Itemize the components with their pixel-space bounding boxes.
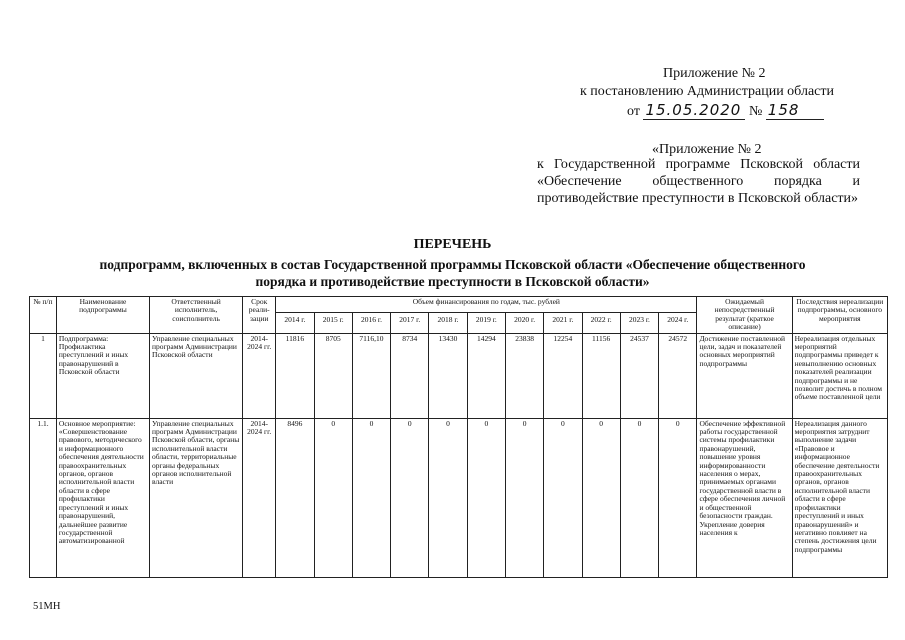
appendix-2-title: «Приложение № 2 xyxy=(652,142,762,157)
header-num: № п/п xyxy=(30,297,57,334)
appendix-header-line2: к постановлению Администрации области xyxy=(580,84,834,99)
header-funding: Объем финансирования по годам, тыс. рублей xyxy=(276,297,697,313)
funding-value: 11816 xyxy=(276,333,314,418)
funding-value: 13430 xyxy=(429,333,467,418)
row-result: Обеспечение эффективной работы государственной системы профилактики правонарушений, повышение уровня информированности населения о мерах, принимаемых органами государственной власти в сфере обеспечения личной и общественной безопасности граждан. Укрепление доверия населения к xyxy=(697,418,792,577)
row-executor: Управление специальных программ Администрации Псковской области xyxy=(150,333,243,418)
funding-value: 0 xyxy=(582,418,620,577)
year-header: 2015 г. xyxy=(314,312,352,333)
year-header: 2022 г. xyxy=(582,312,620,333)
funding-value: 8496 xyxy=(276,418,314,577)
handwritten-number: 158 xyxy=(766,101,824,120)
handwritten-date: 15.05.2020 xyxy=(643,101,745,120)
date-prefix: от xyxy=(627,104,640,119)
funding-value: 0 xyxy=(659,418,697,577)
funding-value: 0 xyxy=(620,418,658,577)
header-result: Ожидаемый непосредственный результат (краткое описание) xyxy=(697,297,792,334)
row-executor: Управление специальных программ Администрации Псковской области, органы исполнительной власти области, территориальные органы федеральных органов исполнительной власти xyxy=(150,418,243,577)
funding-value: 0 xyxy=(314,418,352,577)
number-sign: № xyxy=(748,104,763,119)
subprograms-table xyxy=(29,296,888,578)
table-row xyxy=(30,418,888,577)
year-header: 2021 г. xyxy=(544,312,582,333)
row-result: Достижение поставленной цели, задач и показателей основных мероприятий подпрограммы xyxy=(697,333,792,418)
funding-value: 7116,10 xyxy=(352,333,390,418)
year-header: 2014 г. xyxy=(276,312,314,333)
document-subtitle-line2: порядка и противодействие преступности в Псковской области» xyxy=(255,274,650,289)
year-header: 2023 г. xyxy=(620,312,658,333)
appendix-header-line3 xyxy=(627,101,824,120)
table-row xyxy=(30,333,888,418)
row-consequences: Нереализация отдельных мероприятий подпрограммы приведет к невыполнению основных показателей реализации подпрограммы и не позволит достичь в полном объеме поставленной цели xyxy=(792,333,887,418)
funding-value: 12254 xyxy=(544,333,582,418)
funding-value: 0 xyxy=(467,418,505,577)
row-num: 1.1. xyxy=(30,418,57,577)
funding-value: 23838 xyxy=(505,333,543,418)
funding-value: 0 xyxy=(505,418,543,577)
funding-value: 24537 xyxy=(620,333,658,418)
year-header: 2017 г. xyxy=(391,312,429,333)
header-executor: Ответственный исполнитель, соисполнитель xyxy=(150,297,243,334)
row-num: 1 xyxy=(30,333,57,418)
year-header: 2016 г. xyxy=(352,312,390,333)
funding-value: 0 xyxy=(352,418,390,577)
row-name: Основное мероприятие: «Совершенствование правового, методического и информационного обеспечения деятельности правоохранительных органов, органов исполнительной власти области в сфере профилактики преступлений и иных правонарушений, дальнейшее развитие государственной автоматизированной xyxy=(56,418,149,577)
funding-value: 0 xyxy=(429,418,467,577)
header-period: Срок реали-зации xyxy=(243,297,276,334)
year-header: 2019 г. xyxy=(467,312,505,333)
header-name: Наименование подпрограммы xyxy=(56,297,149,334)
document-title: ПЕРЕЧЕНЬ xyxy=(413,237,492,252)
row-consequences: Нереализация данного мероприятия затруднит выполнение задачи «Правовое и информационное обеспечение деятельности правоохранительных органов, органов исполнительной власти области в сфере профилактики преступлений и иных правонарушений» и негативно повлияет на степень достижения цели подпрограммы xyxy=(792,418,887,577)
funding-value: 0 xyxy=(544,418,582,577)
funding-value: 11156 xyxy=(582,333,620,418)
appendix-header-line1: Приложение № 2 xyxy=(663,66,766,81)
appendix-2-body: к Государственной программе Псковской области «Обеспечение общественного порядка и противодействие преступности в Псковской области» xyxy=(537,157,860,206)
year-header: 2024 г. xyxy=(659,312,697,333)
funding-value: 8705 xyxy=(314,333,352,418)
row-period: 2014-2024 гг. xyxy=(243,333,276,418)
row-name: Подпрограмма: Профилактика преступлений и иных правонарушений в Псковской области xyxy=(56,333,149,418)
year-header: 2020 г. xyxy=(505,312,543,333)
funding-value: 8734 xyxy=(391,333,429,418)
header-consequences: Последствия нереализации подпрограммы, основного мероприятия xyxy=(792,297,887,334)
row-period: 2014-2024 гг. xyxy=(243,418,276,577)
year-header: 2018 г. xyxy=(429,312,467,333)
footer-code: 51МН xyxy=(33,601,61,612)
funding-value: 24572 xyxy=(659,333,697,418)
document-subtitle-line1: подпрограмм, включенных в состав Государственной программы Псковской области «Обеспечение общественного xyxy=(99,257,806,272)
funding-value: 0 xyxy=(391,418,429,577)
funding-value: 14294 xyxy=(467,333,505,418)
